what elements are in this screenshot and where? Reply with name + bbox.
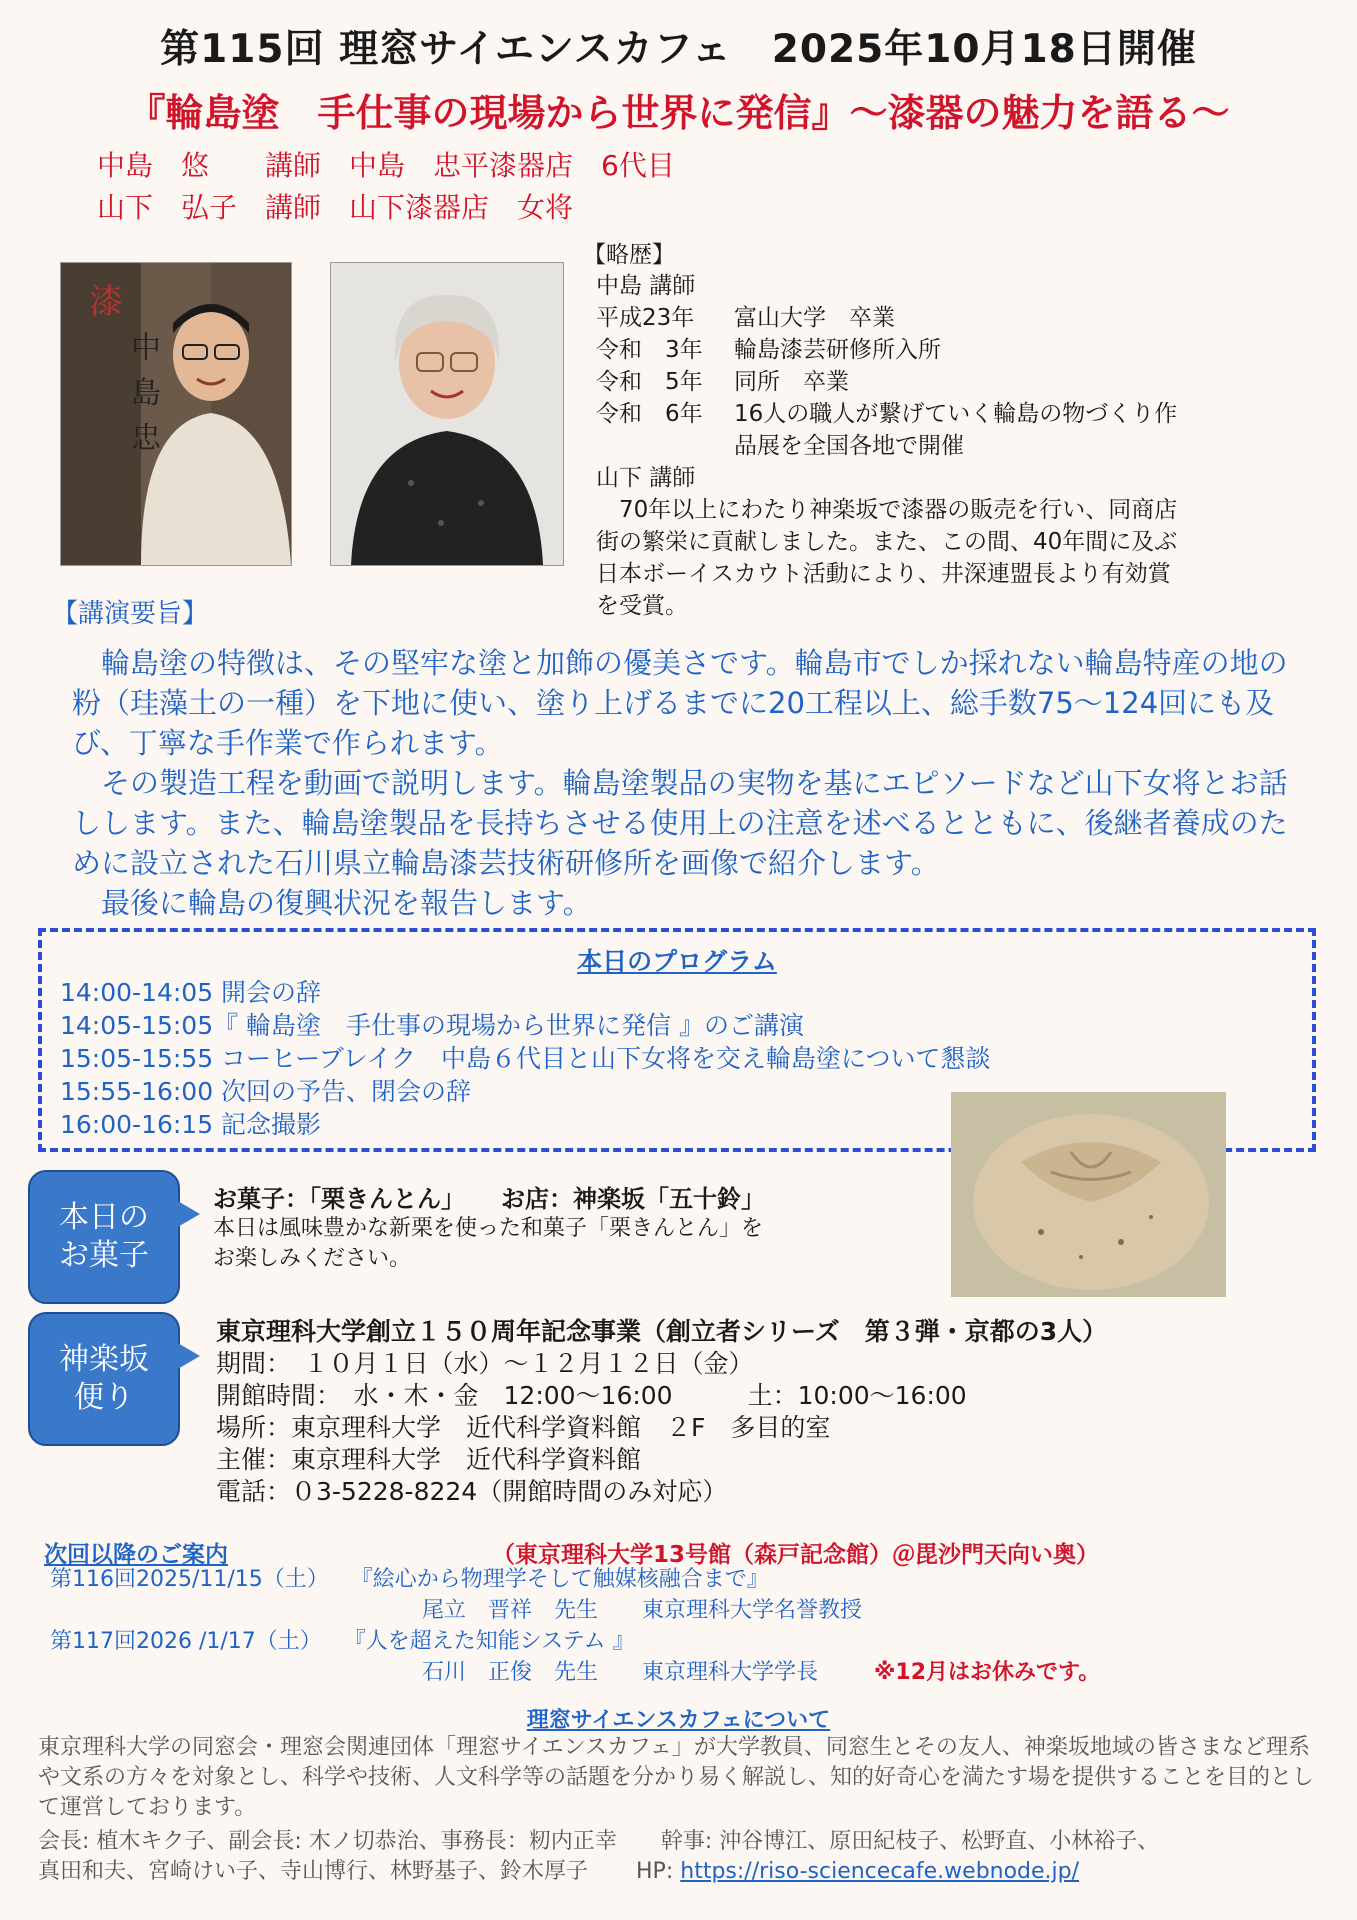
program-item: 14:05-15:05『 輪島塗 手仕事の現場から世界に発信 』のご講演 [60, 1011, 805, 1040]
town-line: 主催：東京理科大学 近代科学資料館 [216, 1445, 642, 1474]
yamashita-photo [330, 262, 564, 566]
hp-label: HP: [636, 1859, 674, 1884]
bio-item [578, 334, 1177, 366]
program-item: 15:55-16:00 次回の予告、閉会の辞 [60, 1077, 472, 1106]
town-line: 開館時間： 水・木・金 12:00～16:00 土：10:00～16:00 [216, 1381, 967, 1410]
next-event [50, 1626, 1100, 1657]
lecturer-yamashita: 山下 弘子 講師 山下漆器店 女将 [97, 191, 574, 224]
next-heading: 次回以降のご案内 [44, 1542, 228, 1568]
sweets-line: お楽しみください。 [213, 1246, 412, 1271]
staff-line-2 [38, 1857, 1159, 1887]
sweets-info [213, 1184, 765, 1274]
closed-note: ※12月はお休みです。 [874, 1660, 1101, 1685]
bio-heading: 【略歴】 [583, 242, 675, 268]
hp-link[interactable]: https://riso-sciencecafe.webnode.jp/ [680, 1859, 1080, 1884]
program-item: 15:05-15:55 コーヒーブレイク 中島６代目と山下女将を交え輪島塗について懇談 [60, 1044, 991, 1073]
bio-item [578, 366, 1177, 398]
town-line: 期間： １０月１日（水）～１２月１２日（金） [216, 1349, 754, 1378]
event-speaker-row [50, 1657, 1100, 1688]
summary-paragraph: 最後に輪島の復興状況を報告します。 [101, 886, 592, 920]
about-text: 東京理科大学の同窓会・理窓会関連団体「理窓サイエンスカフェ」が大学教員、同窓生とその友人、神楽坂地域の皆さまなど理系や文系の方々を対象とし、科学や技術、人文科学等の話題を分かり易く解説し、知的好奇心を満たす場を提供することを目的として運営しております。 [38, 1735, 1315, 1820]
bio-line: を受賞。 [596, 593, 688, 619]
next-venue: （東京理科大学13号館（森戸記念館）＠毘沙門天向い奥） [492, 1542, 1100, 1568]
event-date: 第117回2026 /1/17（土） [50, 1629, 322, 1654]
badge-line: お菓子 [59, 1238, 149, 1273]
next-event [50, 1564, 1100, 1595]
event-date: 第116回2025/11/15（土） [50, 1567, 329, 1592]
nakajima-photo [60, 262, 292, 566]
footer [38, 1827, 1159, 1887]
kuri-kinton-photo [951, 1092, 1226, 1297]
bio-text: 富山大学 卒業 [734, 305, 895, 331]
svg-text:島: 島 [131, 376, 161, 411]
bio-nakajima-name: 中島 講師 [596, 273, 696, 299]
town-badge [28, 1312, 180, 1446]
bio-line: 街の繁栄に貢献しました。また、この間、40年間に及ぶ [596, 529, 1178, 555]
page-title: 第115回 理窓サイエンスカフェ 2025年10月18日開催 [160, 27, 1197, 72]
bio-era: 令和 5年 [596, 369, 703, 395]
bio-text: 16人の職人が繋げていく輪島の物づくり作 [734, 401, 1178, 427]
event-title: 『人を超えた知能システム 』 [343, 1629, 635, 1654]
lecture-title: 『輪島塗 手仕事の現場から世界に発信』～漆器の魅力を語る～ [127, 91, 1230, 135]
svg-text:忠: 忠 [131, 421, 161, 456]
next-list [50, 1564, 1100, 1688]
badge-line: 神楽坂 [59, 1342, 149, 1377]
bio-era: 令和 3年 [596, 337, 703, 363]
staff-line: 会長: 植木キク子、副会長: 木ノ切恭治、事務長：籾内正幸 幹事: 沖谷博江、原田紀枝子、松野直、小林裕子、 [38, 1829, 1160, 1854]
town-line: 場所：東京理科大学 近代科学資料館 ２F 多目的室 [216, 1413, 831, 1442]
svg-text:中: 中 [131, 331, 161, 366]
bio-item [578, 398, 1177, 430]
program-title: 本日のプログラム [577, 947, 777, 976]
bio-text-cont: 品展を全国各地で開催 [734, 433, 964, 459]
svg-text:漆: 漆 [89, 282, 123, 322]
event-speaker: 石川 正俊 先生 東京理科大学学長 [422, 1660, 819, 1685]
bio-text: 同所 卒業 [734, 369, 849, 395]
program-item: 14:00-14:05 開会の辞 [60, 978, 322, 1007]
town-info [216, 1316, 1107, 1508]
bio-line: 70年以上にわたり神楽坂で漆器の販売を行い、同商店 [596, 497, 1178, 523]
town-heading: 東京理科大学創立１５０周年記念事業（創立者シリーズ 第３弾・京都の3人） [216, 1317, 1108, 1346]
program-list [60, 976, 991, 1141]
bio-era: 令和 6年 [596, 401, 703, 427]
bio-yamashita-name: 山下 講師 [596, 465, 696, 491]
sweets-badge [28, 1170, 180, 1304]
bio-item [578, 302, 1177, 334]
bio-era: 平成23年 [596, 305, 695, 331]
badge-line: 本日の [59, 1200, 149, 1235]
lecturer-nakajima: 中島 悠 講師 中島 忠平漆器店 6代目 [97, 149, 675, 182]
summary-paragraph: 輪島塗の特徴は、その堅牢な塗と加飾の優美さです。輪島市でしか採れない輪島特産の地の粉（珪藻土の一種）を下地に使い、塗り上げるまでに20工程以上、総手数75～124回にも及び、丁寧な手作業で作られます。 [72, 646, 1288, 760]
bio-text: 輪島漆芸研修所入所 [734, 337, 941, 363]
town-line: 電話：０3-5228-8224（開館時間のみ対応） [216, 1477, 728, 1506]
event-speaker: 尾立 晋祥 先生 東京理科大学名誉教授 [422, 1598, 863, 1623]
event-title: 『絵心から物理学そして触媒核融合まで』 [350, 1567, 769, 1592]
about-heading: 理窓サイエンスカフェについて [526, 1708, 831, 1733]
program-item: 16:00-16:15 記念撮影 [60, 1110, 322, 1139]
sweets-heading: お菓子：「栗きんとん」 お店：神楽坂「五十鈴」 [213, 1185, 765, 1213]
summary-heading: 【講演要旨】 [52, 599, 209, 629]
staff-names: 真田和夫、宮崎けい子、寺山博行、林野基子、鈴木厚子 [38, 1859, 589, 1884]
sweets-line: 本日は風味豊かな新栗を使った和菓子「栗きんとん」を [213, 1216, 764, 1241]
summary-body [72, 643, 1312, 923]
bio-block [578, 270, 1177, 622]
bio-line: 日本ボーイスカウト活動により、井深連盟長より有効賞 [596, 561, 1171, 587]
badge-line: 便り [74, 1380, 134, 1415]
summary-paragraph: その製造工程を動画で説明します。輪島塗製品の実物を基にエピソードなど山下女将とお話しします。また、輪島塗製品を長持ちさせる使用上の注意を述べるとともに、後継者養成のために設立された石川県立輪島漆芸技術研修所を画像で紹介します。 [72, 766, 1288, 880]
